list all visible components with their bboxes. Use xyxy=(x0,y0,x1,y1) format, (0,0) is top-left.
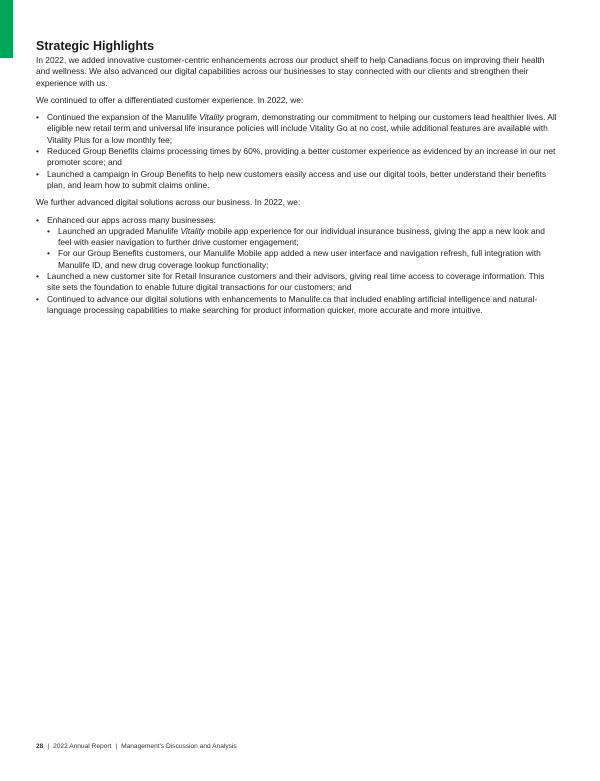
intro-paragraph: In 2022, we added innovative customer-centric enhancements across our product shelf to help Canadians focus on improving their health and wellness. We also advanced our digital capabilities across our businesses to stay connected with our clients and strengthen their experience with us. xyxy=(36,55,545,88)
list-item xyxy=(36,112,558,146)
customer-bullet-list xyxy=(36,112,558,191)
report-name: 2022 Annual Report xyxy=(53,743,112,750)
digital-bullet-list xyxy=(36,215,558,317)
bullet-text: Enhanced our apps across many businesses: xyxy=(47,214,216,225)
main-content xyxy=(36,39,558,322)
sub-list-item: • For our Group Benefits customers, our Manulife Mobile app added a new user interface and navigation refresh, full integration with Manulife ID, and new drug coverage lookup functionality; xyxy=(47,248,558,271)
list-item: • Launched a campaign in Group Benefits to help new customers easily access and use our digital tools, better understand their benefits plan, and learn how to submit claims online. xyxy=(36,169,558,192)
bullet-text: Launched an upgraded Manulife xyxy=(58,225,181,236)
vitality-term: Vitality xyxy=(180,225,205,236)
section-title: Strategic Highlights xyxy=(36,39,155,53)
page-footer xyxy=(36,743,237,750)
sub-bullet-list xyxy=(47,226,558,271)
bullet-text: Continued the expansion of the Manulife xyxy=(47,112,200,123)
green-accent-tab xyxy=(0,0,13,58)
section-name: Management's Discussion and Analysis xyxy=(121,743,237,750)
page-number: 28 xyxy=(36,743,44,750)
sub-list-item xyxy=(47,226,558,249)
list-item: • Continued to advance our digital solutions with enhancements to Manulife.ca that included enabling artificial intelligence and natural-language processing capabilities to make searching for product information quicker, more accurate and more intuitive. xyxy=(36,294,558,317)
list-item: • Reduced Group Benefits claims processing times by 60%, providing a better customer experience as evidenced by an increase in our net promoter score; and xyxy=(36,146,558,169)
digital-lead: We further advanced digital solutions across our business. In 2022, we: xyxy=(36,197,301,208)
list-item xyxy=(36,215,558,271)
list-item: • Launched a new customer site for Retail Insurance customers and their advisors, giving real time access to coverage information. This site sets the foundation to enable future digital transactions for our customers; and xyxy=(36,271,558,294)
footer-divider: | xyxy=(47,743,50,750)
bullet-text: program, demonstrating our commitment to helping our customers lead healthier lives. All eligible new retail term and universal life insurance policies will include Vitality Go at no cost, while additional features are available with Vitality Plus for a low monthly fee; xyxy=(47,112,557,145)
bullet-text: mobile app experience for our individual insurance business, giving the app a new look and feel with easier navigation to further drive customer engagement; xyxy=(58,225,545,248)
customer-lead: We continued to offer a differentiated customer experience. In 2022, we: xyxy=(36,94,304,105)
footer-divider: | xyxy=(115,743,118,750)
vitality-term: Vitality xyxy=(199,112,224,123)
